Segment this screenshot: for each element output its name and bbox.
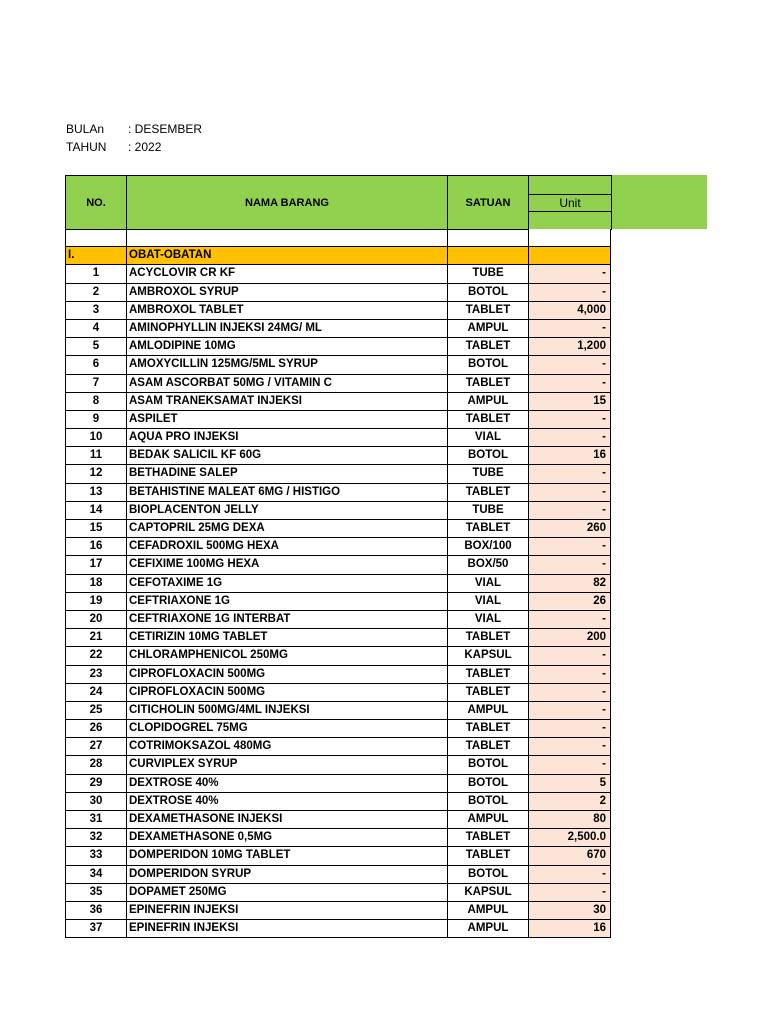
table-row [65, 902, 611, 920]
item-satuan: AMPUL [448, 811, 529, 829]
item-satuan: BOTOL [448, 447, 529, 465]
item-satuan: TABLET [448, 720, 529, 738]
table-row [65, 575, 611, 593]
item-no: 29 [65, 775, 127, 793]
item-unit: - [529, 484, 611, 502]
item-name: DOPAMET 250MG [127, 884, 448, 902]
table-blank-row [65, 229, 611, 247]
item-unit: 30 [529, 902, 611, 920]
item-satuan: BOTOL [448, 756, 529, 774]
item-no: 31 [65, 811, 127, 829]
table-row [65, 356, 611, 374]
item-satuan: TABLET [448, 338, 529, 356]
table-row [65, 338, 611, 356]
item-no: 15 [65, 520, 127, 538]
item-satuan: TABLET [448, 375, 529, 393]
item-satuan: AMPUL [448, 902, 529, 920]
header-satuan: SATUAN [447, 175, 529, 230]
table-row [65, 920, 611, 938]
item-unit: - [529, 265, 611, 283]
item-satuan: TABLET [448, 684, 529, 702]
item-no: 14 [65, 502, 127, 520]
item-name: ACYCLOVIR CR KF [127, 265, 448, 283]
tahun-value: : 2022 [128, 140, 162, 154]
item-satuan: TABLET [448, 520, 529, 538]
section-row [65, 247, 611, 265]
meta-tahun [66, 140, 161, 154]
item-unit: - [529, 320, 611, 338]
item-unit: 16 [529, 920, 611, 938]
table-row [65, 811, 611, 829]
section-number: I. [65, 247, 127, 265]
item-unit: 2 [529, 793, 611, 811]
tahun-label: TAHUN [66, 140, 107, 154]
item-no: 20 [65, 611, 127, 629]
table-row [65, 884, 611, 902]
item-name: ASAM ASCORBAT 50MG / VITAMIN C [127, 375, 448, 393]
item-no: 36 [65, 902, 127, 920]
item-name: BEDAK SALICIL KF 60G [127, 447, 448, 465]
item-satuan: TABLET [448, 484, 529, 502]
item-unit: - [529, 429, 611, 447]
table-row [65, 520, 611, 538]
item-unit: 200 [529, 629, 611, 647]
item-no: 1 [65, 265, 127, 283]
bulan-label: BULAn [66, 122, 105, 136]
item-no: 32 [65, 829, 127, 847]
table-row [65, 829, 611, 847]
table-row [65, 447, 611, 465]
item-no: 19 [65, 593, 127, 611]
item-name: CIPROFLOXACIN 500MG [127, 666, 448, 684]
item-no: 34 [65, 866, 127, 884]
item-no: 33 [65, 847, 127, 865]
item-name: ASAM TRANEKSAMAT INJEKSI [127, 393, 448, 411]
item-name: AMBROXOL TABLET [127, 302, 448, 320]
table-row [65, 847, 611, 865]
item-no: 9 [65, 411, 127, 429]
item-no: 25 [65, 702, 127, 720]
table-row [65, 538, 611, 556]
item-name: CEFOTAXIME 1G [127, 575, 448, 593]
table-row [65, 720, 611, 738]
table-row [65, 666, 611, 684]
item-satuan: VIAL [448, 575, 529, 593]
item-name: DEXTROSE 40% [127, 775, 448, 793]
table-row [65, 375, 611, 393]
item-no: 2 [65, 284, 127, 302]
table-row [65, 465, 611, 483]
item-no: 16 [65, 538, 127, 556]
table-row [65, 756, 611, 774]
section-title: OBAT-OBATAN [127, 247, 448, 265]
header-unit: Unit [528, 194, 612, 212]
item-no: 17 [65, 556, 127, 574]
item-unit: - [529, 884, 611, 902]
table-row [65, 320, 611, 338]
item-unit: - [529, 720, 611, 738]
table-row [65, 866, 611, 884]
item-unit: - [529, 284, 611, 302]
table-row [65, 647, 611, 665]
item-satuan: BOTOL [448, 284, 529, 302]
header-unit-sub [528, 211, 612, 230]
item-table [65, 229, 611, 938]
item-satuan: TUBE [448, 502, 529, 520]
item-unit: 26 [529, 593, 611, 611]
item-name: AMINOPHYLLIN INJEKSI 24MG/ ML [127, 320, 448, 338]
item-satuan: BOTOL [448, 793, 529, 811]
item-no: 35 [65, 884, 127, 902]
item-satuan: TABLET [448, 666, 529, 684]
item-name: AQUA PRO INJEKSI [127, 429, 448, 447]
table-row [65, 284, 611, 302]
item-no: 10 [65, 429, 127, 447]
item-satuan: TABLET [448, 738, 529, 756]
item-name: ASPILET [127, 411, 448, 429]
item-name: CEFADROXIL 500MG HEXA [127, 538, 448, 556]
table-row [65, 775, 611, 793]
item-no: 3 [65, 302, 127, 320]
item-name: DOMPERIDON SYRUP [127, 866, 448, 884]
item-unit: 16 [529, 447, 611, 465]
table-row [65, 738, 611, 756]
table-row [65, 593, 611, 611]
item-name: DOMPERIDON 10MG TABLET [127, 847, 448, 865]
item-unit: - [529, 411, 611, 429]
bulan-value: : DESEMBER [128, 122, 203, 136]
item-no: 5 [65, 338, 127, 356]
item-no: 30 [65, 793, 127, 811]
item-unit: - [529, 611, 611, 629]
item-no: 13 [65, 484, 127, 502]
item-unit: - [529, 465, 611, 483]
item-satuan: BOTOL [448, 866, 529, 884]
item-name: BETAHISTINE MALEAT 6MG / HISTIGO [127, 484, 448, 502]
item-satuan: TUBE [448, 265, 529, 283]
item-name: CITICHOLIN 500MG/4ML INJEKSI [127, 702, 448, 720]
item-satuan: BOX/100 [448, 538, 529, 556]
item-no: 22 [65, 647, 127, 665]
item-no: 8 [65, 393, 127, 411]
item-name: CHLORAMPHENICOL 250MG [127, 647, 448, 665]
item-no: 11 [65, 447, 127, 465]
table-row [65, 702, 611, 720]
table-row [65, 411, 611, 429]
item-no: 37 [65, 920, 127, 938]
item-satuan: BOX/50 [448, 556, 529, 574]
item-no: 21 [65, 629, 127, 647]
item-satuan: AMPUL [448, 702, 529, 720]
item-unit: - [529, 756, 611, 774]
item-satuan: AMPUL [448, 920, 529, 938]
item-satuan: AMPUL [448, 393, 529, 411]
item-satuan: TABLET [448, 847, 529, 865]
item-no: 28 [65, 756, 127, 774]
item-unit: 5 [529, 775, 611, 793]
table-row [65, 502, 611, 520]
item-unit: 80 [529, 811, 611, 829]
item-satuan: BOTOL [448, 356, 529, 374]
item-unit: 82 [529, 575, 611, 593]
header-unit-group [528, 175, 612, 195]
item-name: AMBROXOL SYRUP [127, 284, 448, 302]
item-unit: - [529, 356, 611, 374]
table-row [65, 556, 611, 574]
item-name: CEFIXIME 100MG HEXA [127, 556, 448, 574]
item-name: COTRIMOKSAZOL 480MG [127, 738, 448, 756]
item-satuan: TABLET [448, 302, 529, 320]
item-satuan: VIAL [448, 611, 529, 629]
item-unit: 4,000 [529, 302, 611, 320]
item-unit: - [529, 738, 611, 756]
table-row [65, 429, 611, 447]
item-no: 27 [65, 738, 127, 756]
item-unit: - [529, 684, 611, 702]
item-satuan: BOTOL [448, 775, 529, 793]
item-unit: - [529, 666, 611, 684]
item-unit: - [529, 702, 611, 720]
item-satuan: VIAL [448, 429, 529, 447]
table-row [65, 302, 611, 320]
item-no: 12 [65, 465, 127, 483]
item-name: EPINEFRIN INJEKSI [127, 902, 448, 920]
item-name: CURVIPLEX SYRUP [127, 756, 448, 774]
table-row [65, 265, 611, 283]
table-row [65, 393, 611, 411]
item-unit: 1,200 [529, 338, 611, 356]
item-name: CEFTRIAXONE 1G INTERBAT [127, 611, 448, 629]
item-unit: 15 [529, 393, 611, 411]
table-row [65, 684, 611, 702]
item-name: CLOPIDOGREL 75MG [127, 720, 448, 738]
table-row [65, 484, 611, 502]
item-no: 6 [65, 356, 127, 374]
item-name: CIPROFLOXACIN 500MG [127, 684, 448, 702]
meta-bulan [66, 122, 202, 136]
item-no: 18 [65, 575, 127, 593]
item-name: BETHADINE SALEP [127, 465, 448, 483]
item-unit: - [529, 866, 611, 884]
item-no: 24 [65, 684, 127, 702]
item-satuan: VIAL [448, 593, 529, 611]
header-no: NO. [65, 175, 127, 230]
item-name: DEXAMETHASONE INJEKSI [127, 811, 448, 829]
item-no: 4 [65, 320, 127, 338]
item-name: CAPTOPRIL 25MG DEXA [127, 520, 448, 538]
item-unit: - [529, 556, 611, 574]
item-name: BIOPLACENTON JELLY [127, 502, 448, 520]
item-satuan: TUBE [448, 465, 529, 483]
item-name: EPINEFRIN INJEKSI [127, 920, 448, 938]
item-name: DEXTROSE 40% [127, 793, 448, 811]
item-unit: 670 [529, 847, 611, 865]
item-satuan: KAPSUL [448, 884, 529, 902]
item-unit: - [529, 538, 611, 556]
table-row [65, 611, 611, 629]
item-satuan: KAPSUL [448, 647, 529, 665]
item-no: 7 [65, 375, 127, 393]
item-name: AMLODIPINE 10MG [127, 338, 448, 356]
item-satuan: TABLET [448, 829, 529, 847]
item-name: CEFTRIAXONE 1G [127, 593, 448, 611]
item-name: DEXAMETHASONE 0,5MG [127, 829, 448, 847]
item-satuan: TABLET [448, 411, 529, 429]
item-no: 23 [65, 666, 127, 684]
item-satuan: TABLET [448, 629, 529, 647]
item-unit: 2,500.0 [529, 829, 611, 847]
header-green-extension [611, 175, 707, 229]
item-unit: 260 [529, 520, 611, 538]
header-nama-barang: NAMA BARANG [126, 175, 448, 230]
item-unit: - [529, 502, 611, 520]
item-name: AMOXYCILLIN 125MG/5ML SYRUP [127, 356, 448, 374]
item-name: CETIRIZIN 10MG TABLET [127, 629, 448, 647]
item-unit: - [529, 647, 611, 665]
item-satuan: AMPUL [448, 320, 529, 338]
item-no: 26 [65, 720, 127, 738]
item-unit: - [529, 375, 611, 393]
table-row [65, 629, 611, 647]
table-row [65, 793, 611, 811]
